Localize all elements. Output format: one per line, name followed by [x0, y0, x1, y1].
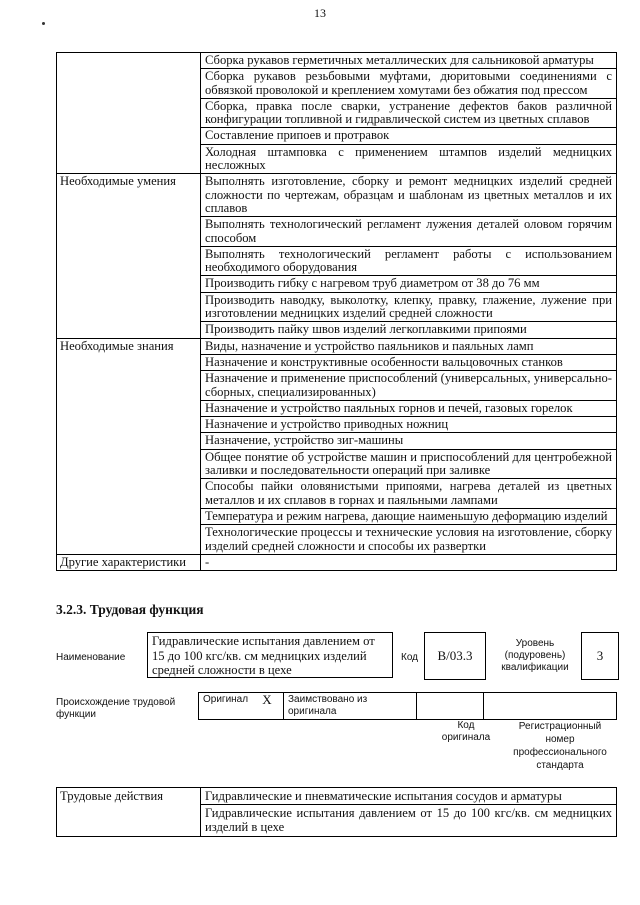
table-cell: Выполнять технологический регламент лужения деталей оловом горячим способом	[201, 217, 617, 247]
code-label: Код	[401, 652, 419, 663]
table-cell: Назначение, устройство зиг-машины	[201, 433, 617, 449]
table-cell: Холодная штамповка с применением штампов изделий медницких несложных	[201, 144, 617, 174]
knowledge-label: Необходимые знания	[57, 338, 201, 554]
table-cell: Гидравлические испытания давлением от 15 до 100 кгс/кв. см медницких изделий в цехе	[201, 805, 617, 836]
table-cell: Производить наводку, выколотку, клепку, правку, глажение, лужение при изготовлении медницких изделий средней сложности	[201, 292, 617, 322]
table-cell: Производить гибку с нагревом труб диаметром от 38 до 76 мм	[201, 276, 617, 292]
skills-knowledge-table	[56, 52, 617, 571]
origin-table	[198, 692, 617, 720]
table-row	[57, 174, 617, 217]
table-cell: Составление припоев и протравок	[201, 128, 617, 144]
table-cell: Температура и режим нагрева, дающие наименьшую деформацию изделий	[201, 508, 617, 524]
reg-number-cell	[484, 693, 617, 720]
page-number: 13	[314, 6, 326, 20]
table-cell: -	[201, 554, 617, 570]
table-cell: Способы пайки оловянистыми припоями, нагрева деталей из цветных металлов и их сплавов в горнах и паяльными лампами	[201, 479, 617, 509]
table-cell: Назначение и применение приспособлений (универсальных, универсально-сборных, специализированных)	[201, 371, 617, 401]
original-label: Оригинал	[199, 693, 252, 720]
labor-actions-table	[56, 787, 617, 837]
section-title: 3.2.3. Трудовая функция	[56, 602, 204, 617]
table-row	[199, 693, 617, 720]
function-name-box: Гидравлические испытания давлением от 15 до 100 кгс/кв. см медницких изделий средней сложности в цехе	[147, 632, 393, 678]
table-cell: Выполнять технологический регламент работы с использованием необходимого оборудования	[201, 246, 617, 276]
code-original-cell	[417, 693, 484, 720]
table-row	[57, 53, 617, 69]
level-value-box: 3	[581, 632, 619, 680]
table-row	[57, 788, 617, 805]
empty-label-cell	[57, 53, 201, 174]
table-cell: Технологические процессы и технические условия на изготовление, сборку изделий средней сложности и способы их развертки	[201, 525, 617, 555]
skills-label: Необходимые умения	[57, 174, 201, 338]
table-cell: Производить пайку швов изделий легкоплавкими припоями	[201, 322, 617, 338]
table-cell: Назначение и конструктивные особенности вальцовочных станков	[201, 354, 617, 370]
table-cell: Сборка рукавов герметичных металлических для сальниковой арматуры	[201, 53, 617, 69]
table-cell: Сборка рукавов резьбовыми муфтами, дюритовыми соединениями с обвязкой проволокой и креплением хомутами без обжатия под прессом	[201, 69, 617, 99]
reg-number-caption: Регистрационный номер профессионального стандарта	[513, 721, 607, 771]
table-row	[57, 554, 617, 570]
actions-label: Трудовые действия	[57, 788, 201, 837]
function-code-box: В/03.3	[424, 632, 486, 680]
table-cell: Сборка, правка после сварки, устранение дефектов баков различной конфигурации топливной и гидравлической систем из цветных сплавов	[201, 98, 617, 128]
code-original-caption: Код оригинала	[441, 720, 491, 743]
table-cell: Назначение и устройство паяльных горнов и печей, газовых горелок	[201, 400, 617, 416]
table-cell: Виды, назначение и устройство паяльников и паяльных ламп	[201, 338, 617, 354]
original-mark: X	[251, 693, 284, 720]
origin-label: Происхождение трудовой функции	[56, 697, 176, 720]
table-cell: Гидравлические и пневматические испытания сосудов и арматуры	[201, 788, 617, 805]
table-cell: Общее понятие об устройстве машин и приспособлений для центробежной заливки и последовательности операций при заливке	[201, 449, 617, 479]
name-label: Наименование	[56, 652, 126, 663]
scan-speck	[42, 22, 45, 25]
level-label: Уровень (подуровень) квалификации	[501, 638, 569, 673]
table-cell: Назначение и устройство приводных ножниц	[201, 417, 617, 433]
borrowed-label: Заимствовано из оригинала	[284, 693, 417, 720]
table-cell: Выполнять изготовление, сборку и ремонт медницких изделий средней сложности по чертежам, образцам и шаблонам из цветных металлов и их сплавов	[201, 174, 617, 217]
table-row	[57, 338, 617, 354]
other-label: Другие характеристики	[57, 554, 201, 570]
